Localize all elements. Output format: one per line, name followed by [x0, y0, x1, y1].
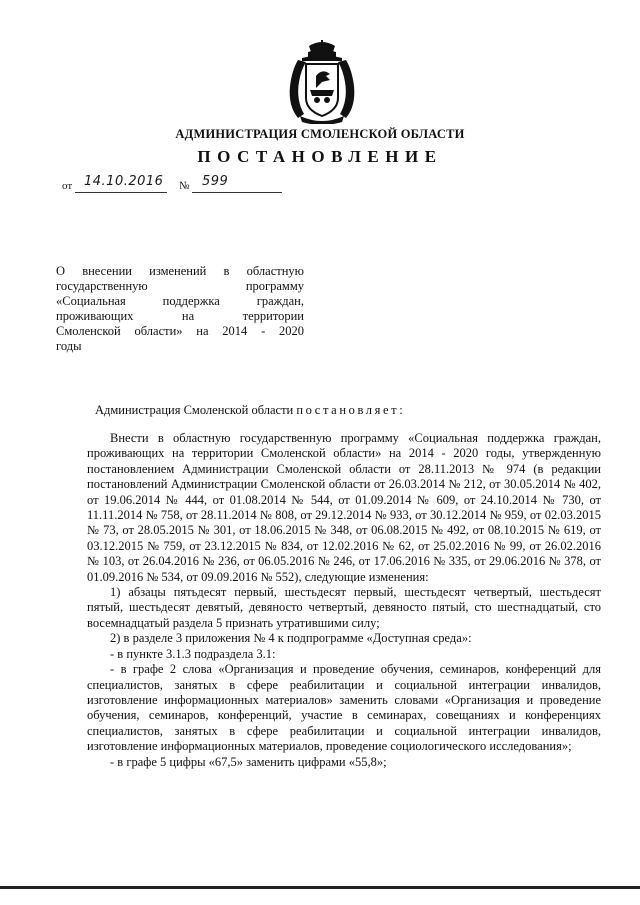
body-paragraph: 1) абзацы пятьдесят первый, шестьдесят первый, шестьдесят четвертый, шестьдесят пятый, шестьдесят девятый, девяносто четвертый, девяносто пятый, сто шестнадцатый, сто восемнадцатый раздела 5 признать утратившими силу;	[87, 585, 601, 630]
organization-name: АДМИНИСТРАЦИЯ СМОЛЕНСКОЙ ОБЛАСТИ	[175, 127, 465, 141]
subject-line: Смоленской области» на 2014 - 2020	[56, 324, 304, 338]
body-paragraph: - в графе 2 слова «Организация и проведение обучения, семинаров, конференций для специалистов, занятых в сфере реабилитации и социальной интеграции инвалидов, изготовление информационных материалов» заменить словами «Организация и проведение обучения, семинаров, конференций, участие в семинарах, совещаниях и конференциях специалистов, занятых в сфере реабилитации и социальной интеграции инвалидов, изготовление информационных материалов, проведение социологического исследования»;	[87, 662, 601, 754]
document-body	[87, 431, 601, 770]
scan-bottom-edge	[0, 886, 640, 889]
coat-of-arms-icon	[286, 40, 358, 124]
date-label: от	[62, 180, 73, 192]
subject-line: годы	[56, 339, 82, 353]
number-label: №	[179, 180, 190, 192]
subject-line: О внесении изменений в областную	[56, 264, 304, 278]
date-underline	[75, 192, 167, 193]
preamble-decree-word: постановляет:	[296, 403, 406, 417]
document-subject	[56, 264, 304, 354]
number-underline	[192, 192, 282, 193]
number-value: 599	[202, 174, 229, 189]
preamble-text: Администрация Смоленской области	[95, 403, 297, 417]
subject-line: «Социальная поддержка граждан,	[56, 294, 304, 308]
subject-line: государственную программу	[56, 279, 304, 293]
date-value: 14.10.2016	[84, 174, 164, 189]
document-meta	[62, 176, 302, 194]
body-paragraph: Внести в областную государственную программу «Социальная поддержка граждан, проживающих на территории Смоленской области» на 2014 - 2020 годы, утвержденную постановлением Администрации Смоленской области от 28.11.2013 № 974 (в редакции постановлений Администрации Смоленской области от 26.03.2014 № 212, от 30.05.2014 № 402, от 19.06.2014 № 444, от 01.08.2014 № 544, от 01.09.2014 № 609, от 24.10.2014 № 730, от 11.11.2014 № 758, от 28.11.2014 № 808, от 29.12.2014 № 933, от 30.12.2014 № 959, от 02.03.2015 № 73, от 28.05.2015 № 301, от 18.06.2015 № 348, от 06.08.2015 № 492, от 08.10.2015 № 619, от 03.12.2015 № 759, от 23.12.2015 № 834, от 12.02.2016 № 62, от 25.02.2016 № 99, от 26.02.2016 № 103, от 26.04.2016 № 236, от 06.05.2016 № 246, от 17.06.2016 № 335, от 29.06.2016 № 378, от 01.09.2016 № 534, от 09.09.2016 № 552), следующие изменения:	[87, 431, 601, 584]
body-paragraph: - в графе 5 цифры «67,5» заменить цифрами «55,8»;	[110, 754, 387, 769]
body-paragraph: - в пункте 3.1.3 подраздела 3.1:	[110, 646, 276, 661]
document-type-title: ПОСТАНОВЛЕНИЕ	[197, 147, 443, 166]
preamble	[95, 403, 405, 418]
body-paragraph: 2) в разделе 3 приложения № 4 к подпрограмме «Доступная среда»:	[110, 631, 472, 646]
subject-line: проживающих на территории	[56, 309, 304, 323]
